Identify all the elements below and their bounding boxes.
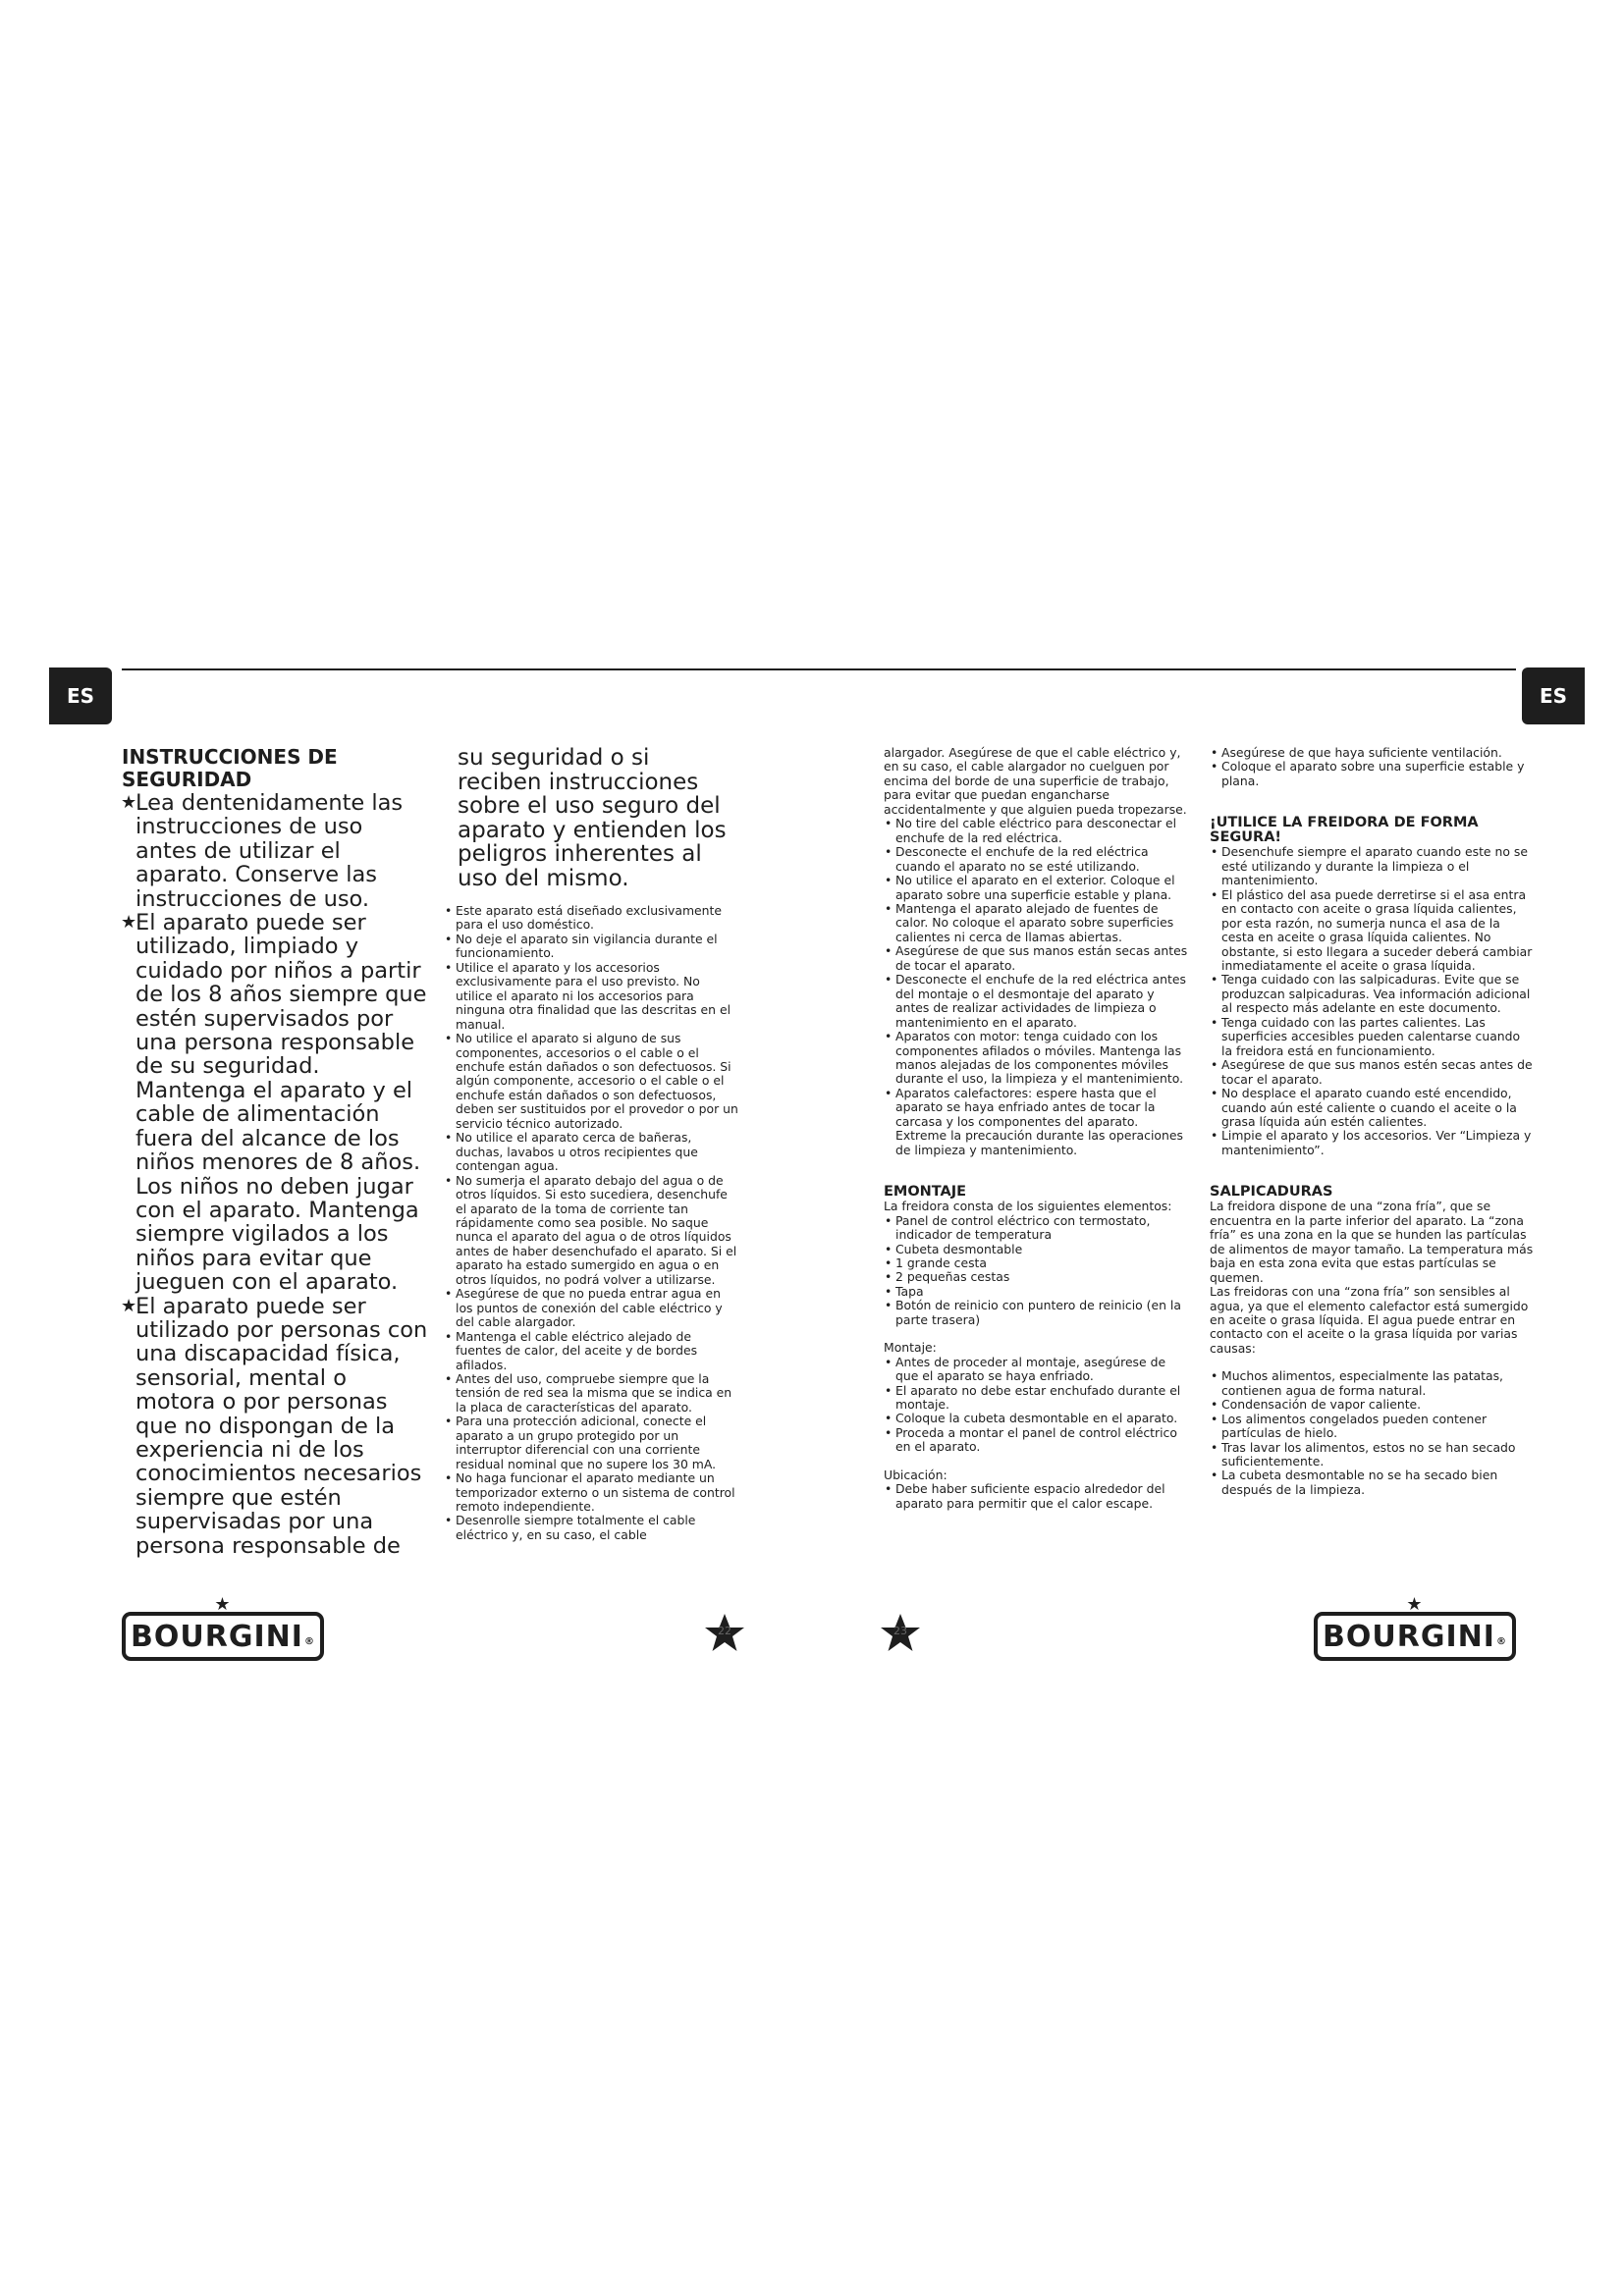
language-tab-right: ES bbox=[1522, 667, 1585, 724]
list-item: • Desconecte el enchufe de la red eléctrica cuando el aparato no se esté utilizando. bbox=[884, 845, 1188, 874]
page-number-left: 22 bbox=[703, 1612, 746, 1655]
list-item: • Mantenga el aparato alejado de fuentes de calor. No coloque el aparato sobre superficies calientes ni cerca de llamas abiertas. bbox=[884, 902, 1188, 944]
star-icon: ★ bbox=[121, 912, 137, 934]
list-item: • No deje el aparato sin vigilancia durante el funcionamiento. bbox=[444, 933, 738, 961]
list-item: • Para una protección adicional, conecte el aparato a un grupo protegido por un interruptor diferencial con una corriente residual nominal que no supere los 30 mA. bbox=[444, 1415, 738, 1471]
warning-item: ★ El aparato puede ser utilizado por personas con una discapacidad física, sensorial, mental o motora o por personas que no dispongan de la experiencia ni de los conocimientos necesarios siempre que estén supervisadas por una persona responsable de bbox=[121, 1293, 428, 1559]
warning-continuation: su seguridad o si reciben instrucciones sobre el uso seguro del aparato y entienden los peligros inherentes al uso del mismo. bbox=[458, 745, 727, 891]
section-title-emontaje: EMONTAJE bbox=[884, 1184, 967, 1201]
list-item: • 2 pequeñas cestas bbox=[884, 1270, 1188, 1284]
section-title-safety: INSTRUCCIONES DE SEGURIDAD bbox=[122, 745, 338, 791]
star-icon: ★ bbox=[214, 1594, 232, 1615]
column-4 bbox=[1210, 746, 1534, 1497]
column-3 bbox=[884, 746, 1188, 1511]
list-item: • Antes del uso, compruebe siempre que la tensión de red sea la misma que se indica en la placa de características del aparato. bbox=[444, 1372, 738, 1415]
list-item: • Proceda a montar el panel de control eléctrico en el aparato. bbox=[884, 1426, 1188, 1455]
list-item: • No tire del cable eléctrico para desconectar el enchufe de la red eléctrica. bbox=[884, 817, 1188, 845]
list-item: • Utilice el aparato y los accesorios exclusivamente para el uso previsto. No utilice el aparato ni los accesorios para ninguna otra finalidad que las descritas en el manual. bbox=[444, 961, 738, 1032]
list-item: • Aparatos con motor: tenga cuidado con los componentes afilados o móviles. Mantenga las manos alejadas de los componentes móviles durante el uso, la limpieza y el mantenimiento. bbox=[884, 1030, 1188, 1087]
list-item: • Asegúrese de que sus manos están secas antes de tocar el aparato. bbox=[884, 944, 1188, 973]
paragraph: La freidora dispone de una “zona fría”, que se encuentra en la parte inferior del aparato. La “zona fría” es una zona en la que se hunden las partículas de alimentos de mayor tamaño. La temperatura más baja en esta zona evita que estas partículas se quemen. bbox=[1210, 1199, 1534, 1285]
list-item: • Asegúrese de que sus manos estén secas antes de tocar el aparato. bbox=[1210, 1058, 1534, 1087]
column-1 bbox=[122, 746, 428, 1558]
warning-item: ★ Lea dentenidamente las instrucciones de uso antes de utilizar el aparato. Conserve las instrucciones de uso. bbox=[121, 790, 404, 912]
warning-item: ★ El aparato puede ser utilizado, limpiado y cuidado por niños a partir de los 8 años siempre que estén supervisados por una persona responsable de su seguridad. Mantenga el aparato y el cable de alimentación fuera del alcance de los niños menores de 8 años. Los niños no deben jugar con el aparato. Mantenga siempre vigilados a los niños para evitar que jueguen con el aparato. bbox=[121, 910, 427, 1296]
list-item: • Desconecte el enchufe de la red eléctrica antes del montaje o el desmontaje del aparato y antes de realizar actividades de limpieza o mantenimiento en el aparato. bbox=[884, 973, 1188, 1030]
brand-logo-left: ★ BOURGINI ® bbox=[122, 1612, 324, 1661]
list-item: • Mantenga el cable eléctrico alejado de fuentes de calor, del aceite y de bordes afilados. bbox=[444, 1330, 738, 1372]
star-icon: ★ bbox=[1406, 1594, 1424, 1615]
language-tab-left: ES bbox=[49, 667, 112, 724]
star-icon: ★ bbox=[121, 792, 137, 813]
list-item: • La cubeta desmontable no se ha secado bien después de la limpieza. bbox=[1210, 1468, 1534, 1497]
list-item: • Limpie el aparato y los accesorios. Ver “Limpieza y mantenimiento”. bbox=[1210, 1129, 1534, 1157]
list-item: • Debe haber suficiente espacio alrededor del aparato para permitir que el calor escape. bbox=[884, 1482, 1188, 1511]
brand-logo-right: ★ BOURGINI ® bbox=[1314, 1612, 1516, 1661]
list-item: • Desenchufe siempre el aparato cuando este no se esté utilizando y durante la limpieza o el mantenimiento. bbox=[1210, 845, 1534, 887]
list-item: • Tenga cuidado con las partes calientes. Las superficies accesibles pueden calentarse cuando la freidora está en funcionamiento. bbox=[1210, 1016, 1534, 1058]
list-item: • Tapa bbox=[884, 1285, 1188, 1299]
list-item: • Cubeta desmontable bbox=[884, 1243, 1188, 1256]
list-item: • No utilice el aparato cerca de bañeras, duchas, lavabos u otros recipientes que contengan agua. bbox=[444, 1131, 738, 1173]
list-item: • Desenrolle siempre totalmente el cable eléctrico y, en su caso, el cable bbox=[444, 1514, 738, 1542]
list-item: • Panel de control eléctrico con termostato, indicador de temperatura bbox=[884, 1214, 1188, 1243]
list-item: • Tenga cuidado con las salpicaduras. Evite que se produzcan salpicaduras. Vea información adicional al respecto más adelante en este documento. bbox=[1210, 973, 1534, 1015]
list-continuation: alargador. Asegúrese de que el cable eléctrico y, en su caso, el cable alargador no cuelguen por encima del borde de una superficie de trabajo, para evitar que puedan engancharse accidentalmente y que alguien pueda tropezarse. bbox=[884, 745, 1187, 817]
list-item: • 1 grande cesta bbox=[884, 1256, 1188, 1270]
list-item: • El aparato no debe estar enchufado durante el montaje. bbox=[884, 1384, 1188, 1413]
list-item: • No haga funcionar el aparato mediante un temporizador externo o un sistema de control remoto independiente. bbox=[444, 1471, 738, 1514]
column-2 bbox=[444, 746, 738, 1542]
list-item: • No utilice el aparato si alguno de sus componentes, accesorios o el cable o el enchufe están dañados o son defectuosos. Si algún componente, accesorio o el cable o el enchufe están dañados o son defectuosos, deben ser sustituidos por el provedor o por un servicio técnico autorizado. bbox=[444, 1032, 738, 1131]
header-rule bbox=[122, 668, 1516, 670]
safety-list-1 bbox=[444, 904, 738, 1542]
section-title-splashes: SALPICADURAS bbox=[1210, 1184, 1333, 1201]
list-item: • Muchos alimentos, especialmente las patatas, contienen agua de forma natural. bbox=[1210, 1369, 1534, 1398]
list-item: • Asegúrese de que haya suficiente ventilación. bbox=[1210, 746, 1534, 760]
list-item: • Asegúrese de que no pueda entrar agua en los puntos de conexión del cable eléctrico y del cable alargador. bbox=[444, 1287, 738, 1329]
list-item: • No utilice el aparato en el exterior. Coloque el aparato sobre una superficie estable y plana. bbox=[884, 874, 1188, 902]
safety-list-3 bbox=[1210, 746, 1534, 1497]
list-item: • Coloque la cubeta desmontable en el aparato. bbox=[884, 1412, 1188, 1425]
safety-warnings bbox=[122, 791, 428, 1558]
list-item: • Condensación de vapor caliente. bbox=[1210, 1398, 1534, 1412]
section-title-safe-use: ¡UTILICE LA FREIDORA DE FORMA SEGURA! bbox=[1210, 815, 1479, 846]
list-item: • Este aparato está diseñado exclusivamente para el uso doméstico. bbox=[444, 904, 738, 933]
list-item: • No desplace el aparato cuando esté encendido, cuando aún esté caliente o cuando el aceite o la grasa líquida aún estén calientes. bbox=[1210, 1087, 1534, 1129]
safety-list-2 bbox=[884, 746, 1188, 1511]
list-item: • El plástico del asa puede derretirse si el asa entra en contacto con aceite o grasa líquida calientes, por esta razón, no sumerja nunca el asa de la cesta en aceite o grasa líquida calientes. No obstante, si esto llegara a suceder deberá cambiar inmediatamente el aceite o grasa líquida. bbox=[1210, 888, 1534, 974]
list-item: • Los alimentos congelados pueden contener partículas de hielo. bbox=[1210, 1413, 1534, 1441]
montaje-label: Montaje: bbox=[884, 1340, 937, 1356]
list-item: • Coloque el aparato sobre una superficie estable y plana. bbox=[1210, 760, 1534, 788]
list-item: • Tras lavar los alimentos, estos no se han secado suficientemente. bbox=[1210, 1441, 1534, 1469]
list-item: • Botón de reinicio con puntero de reinicio (en la parte trasera) bbox=[884, 1299, 1188, 1327]
emontaje-intro: La freidora consta de los siguientes elementos: bbox=[884, 1199, 1172, 1214]
paragraph: Las freidoras con una “zona fría” son sensibles al agua, ya que el elemento calefactor está sumergido en aceite o grasa líquida. El agua puede entrar en contacto con el aceite o la grasa líquida por varias causas: bbox=[1210, 1284, 1529, 1356]
list-item: • No sumerja el aparato debajo del agua o de otros líquidos. Si esto sucediera, desenchufe el aparato de la toma de corriente tan rápidamente como sea posible. No saque nunca el aparato del agua o de otros líquidos antes de haber desenchufado el aparato. Si el aparato ha estado sumergido en agua o en otros líquidos, no podrá volver a utilizarse. bbox=[444, 1174, 738, 1288]
page-number-right: 23 bbox=[879, 1612, 922, 1655]
ubicacion-label: Ubicación: bbox=[884, 1467, 947, 1482]
star-icon: ★ bbox=[121, 1295, 137, 1316]
list-item: • Antes de proceder al montaje, asegúrese de que el aparato se haya enfriado. bbox=[884, 1356, 1188, 1384]
list-item: • Aparatos calefactores: espere hasta que el aparato se haya enfriado antes de tocar la carcasa y los componentes del aparato. Extreme la precaución durante las operaciones de limpieza y mantenimiento. bbox=[884, 1087, 1188, 1157]
